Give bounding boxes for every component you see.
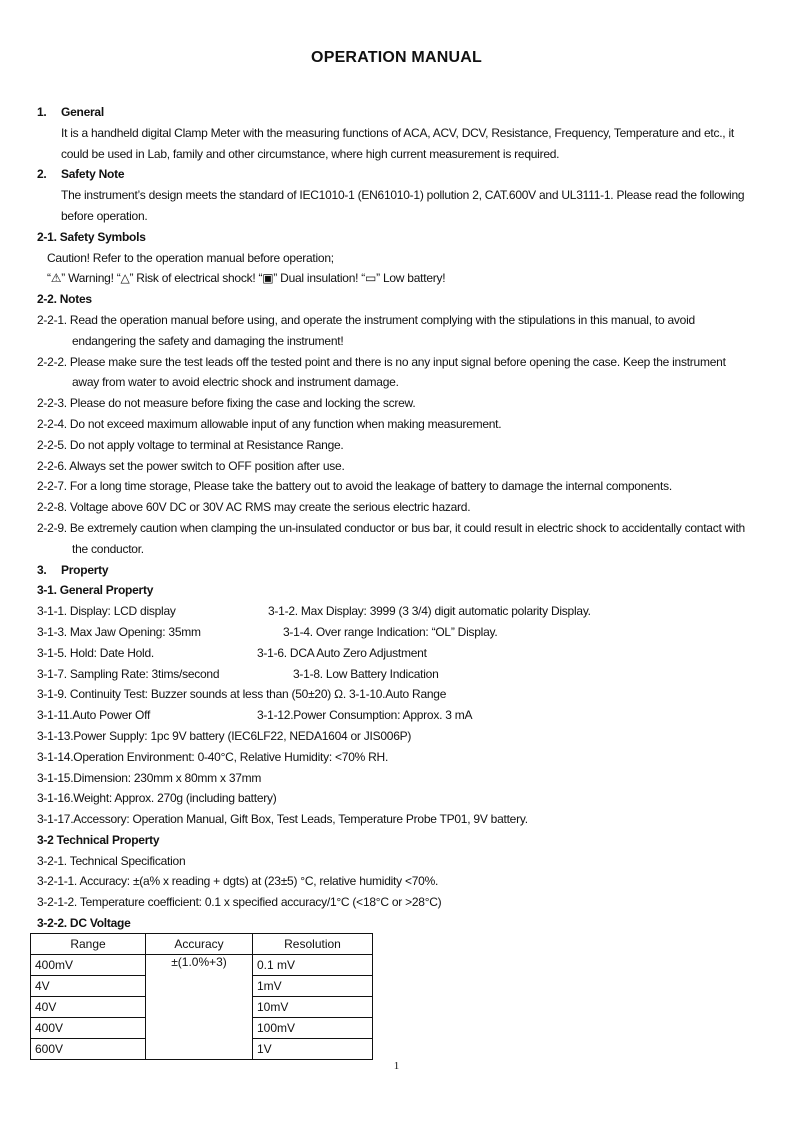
page-number: 1 [393, 1060, 400, 1072]
paragraph-line: It is a handheld digital Clamp Meter with the measuring functions of ACA, ACV, DCV, Resistance, Frequency, Temperature and etc., it [61, 125, 734, 140]
dc-voltage-table [30, 933, 373, 1060]
range-cell: 400V [31, 1018, 146, 1039]
property-row: 3-1-13.Power Supply: 1pc 9V battery (IEC6LF22, NEDA1604 or JIS006P) [37, 728, 412, 743]
section-number: 3. [37, 562, 47, 577]
note-item: 2-2-1. Read the operation manual before using, and operate the instrument complying with the stipulations in this manual, to avoid [37, 312, 695, 327]
note-item: 2-2-9. Be extremely caution when clamping the un-insulated conductor or bus bar, it could result in electric shock to accidentally contact with [37, 520, 745, 535]
property-row: 3-1-9. Continuity Test: Buzzer sounds at less than (50±20) Ω. 3-1-10.Auto Range [37, 687, 447, 702]
property-row [37, 705, 757, 726]
dc-voltage-heading: 3-2-2. DC Voltage [37, 916, 131, 931]
section-number: 2. [37, 167, 47, 182]
section-title: Safety Note [61, 167, 125, 182]
note-item-continued: endangering the safety and damaging the instrument! [72, 333, 344, 348]
range-cell: 40V [31, 997, 146, 1018]
note-item: 2-2-7. For a long time storage, Please take the battery out to avoid the leakage of battery to damage the internal components. [37, 479, 672, 494]
subsection-heading: 2-2. Notes [37, 292, 92, 307]
note-item-continued: the conductor. [72, 541, 144, 556]
note-item: 2-2-2. Please make sure the test leads off the tested point and there is no any input signal before opening the case. Keep the instrument [37, 354, 726, 369]
header-resolution: Resolution [253, 934, 373, 955]
property-item: 3-1-4. Over range Indication: “OL” Display. [283, 624, 498, 639]
note-item: 2-2-3. Please do not measure before fixing the case and locking the screw. [37, 396, 416, 411]
property-row: 3-1-17.Accessory: Operation Manual, Gift Box, Test Leads, Temperature Probe TP01, 9V battery. [37, 812, 528, 827]
section-1-heading [37, 102, 757, 123]
resolution-cell: 0.1 mV [253, 955, 373, 976]
page-title: OPERATION MANUAL [311, 49, 482, 66]
resolution-cell: 100mV [253, 1018, 373, 1039]
manual-body [37, 102, 757, 934]
property-row [37, 601, 757, 622]
section-3-heading [37, 560, 757, 581]
range-cell: 4V [31, 976, 146, 997]
property-row: 3-1-14.Operation Environment: 0-40°C, Relative Humidity: <70% RH. [37, 749, 389, 764]
resolution-cell: 1V [253, 1039, 373, 1060]
table-header-row [31, 934, 373, 955]
resolution-cell: 1mV [253, 976, 373, 997]
section-number: 1. [37, 105, 47, 119]
paragraph-line: before operation. [61, 208, 148, 223]
range-cell: 600V [31, 1039, 146, 1060]
safety-symbols-line: “⚠” Warning! “△” Risk of electrical shock! “▣” Dual insulation! “▭” Low battery! [47, 271, 446, 286]
section-2-heading [37, 164, 757, 185]
header-range: Range [31, 934, 146, 955]
property-item: 3-1-3. Max Jaw Opening: 35mm [37, 624, 201, 639]
spec-line: 3-2-1-1. Accuracy: ±(a% x reading + dgts) at (23±5) °C, relative humidity <70%. [37, 874, 439, 889]
section-title: Property [61, 562, 109, 577]
property-row: 3-1-16.Weight: Approx. 270g (including battery) [37, 791, 277, 806]
property-item: 3-1-2. Max Display: 3999 (3 3/4) digit automatic polarity Display. [268, 604, 591, 619]
property-item: 3-1-1. Display: LCD display [37, 604, 176, 619]
section-title: General [61, 105, 104, 119]
subsection-heading: 3-2 Technical Property [37, 832, 160, 847]
property-item: 3-1-8. Low Battery Indication [293, 666, 439, 681]
note-item: 2-2-4. Do not exceed maximum allowable input of any function when making measurement. [37, 416, 502, 431]
property-item: 3-1-6. DCA Auto Zero Adjustment [257, 645, 427, 660]
note-item: 2-2-5. Do not apply voltage to terminal at Resistance Range. [37, 437, 344, 452]
range-cell: 400mV [31, 955, 146, 976]
property-item: 3-1-7. Sampling Rate: 3tims/second [37, 666, 220, 681]
subsection-heading: 3-1. General Property [37, 583, 154, 598]
property-item: 3-1-12.Power Consumption: Approx. 3 mA [257, 708, 473, 723]
paragraph-line: could be used in Lab, family and other circumstance, where high current measurement is required. [61, 146, 560, 161]
accuracy-cell: ±(1.0%+3) [146, 955, 253, 1060]
resolution-cell: 10mV [253, 997, 373, 1018]
note-item: 2-2-6. Always set the power switch to OFF position after use. [37, 458, 345, 473]
header-accuracy: Accuracy [146, 934, 253, 955]
caution-line: Caution! Refer to the operation manual before operation; [47, 250, 334, 265]
property-item: 3-1-5. Hold: Date Hold. [37, 645, 154, 660]
property-row [37, 664, 757, 685]
spec-line: 3-2-1-2. Temperature coefficient: 0.1 x specified accuracy/1°C (<18°C or >28°C) [37, 895, 442, 910]
property-row [37, 622, 757, 643]
property-row: 3-1-15.Dimension: 230mm x 80mm x 37mm [37, 770, 262, 785]
property-item: 3-1-11.Auto Power Off [37, 708, 151, 723]
subsection-heading: 2-1. Safety Symbols [37, 229, 146, 244]
property-row [37, 643, 757, 664]
paragraph-line: The instrument’s design meets the standard of IEC1010-1 (EN61010-1) pollution 2, CAT.600V and UL3111-1. Please read the following [61, 188, 745, 203]
note-item-continued: away from water to avoid electric shock and instrument damage. [72, 375, 399, 390]
table-row [31, 955, 373, 976]
note-item: 2-2-8. Voltage above 60V DC or 30V AC RMS may create the serious electric hazard. [37, 500, 471, 515]
spec-line: 3-2-1. Technical Specification [37, 853, 186, 868]
